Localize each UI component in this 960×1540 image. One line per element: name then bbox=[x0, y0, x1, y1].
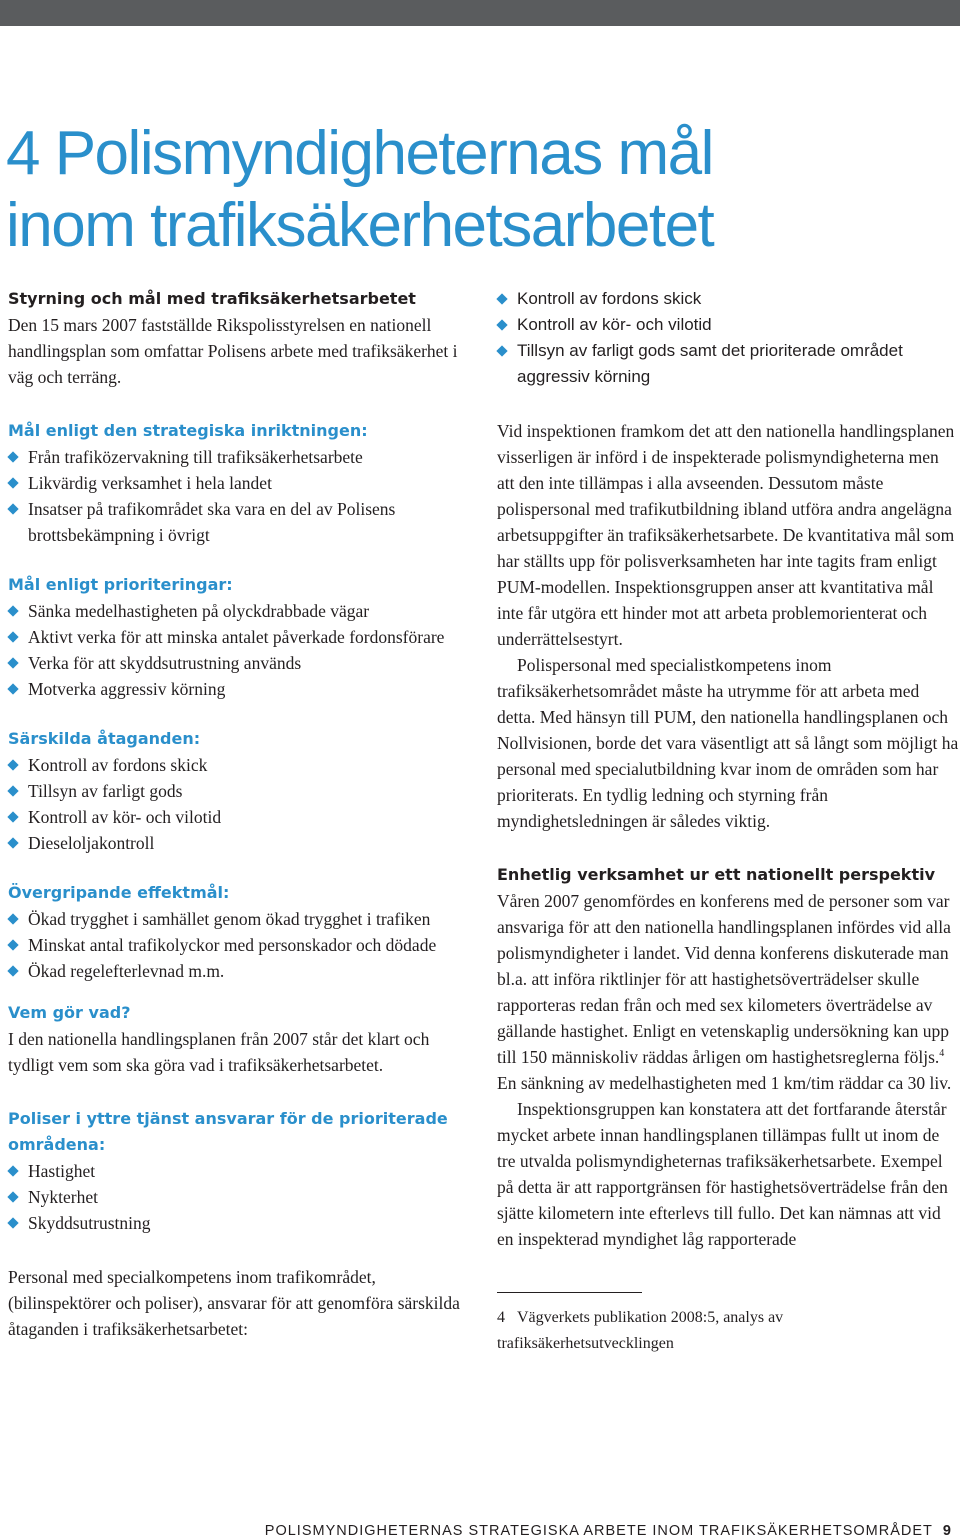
who-heading: Vem gör vad? bbox=[8, 1003, 131, 1022]
paragraph: Polispersonal med specialistkompetens inom trafiksäkerhetsområdet måste ha utrymme för att arbeta med detta. Med hänsyn till PUM, den nationella handlingsplanen och Nollvisionen, borde det vara väsentligt att så långt som möjligt ha personal med specialutbildning kvar inom de områden som har prioriterats. En tydlig ledning och styrning från myndighetsledningen är således viktig. bbox=[497, 655, 959, 831]
running-head: POLISMYNDIGHETERNAS STRATEGISKA ARBETE INOM TRAFIKSÄKERHETSOMRÅDET bbox=[264, 1523, 933, 1539]
intro-heading: Styrning och mål med trafiksäkerhetsarbetet bbox=[8, 289, 416, 308]
list-item: Från trafiközervakning till trafiksäkerhetsarbete bbox=[8, 444, 470, 470]
section-heading: Enhetlig verksamhet ur ett nationellt perspektiv bbox=[497, 865, 936, 884]
commitments-heading: Särskilda åtaganden: bbox=[8, 729, 201, 748]
list-item: Aktivt verka för att minska antalet påverkade fordonsförare bbox=[8, 624, 470, 650]
diamond-bullet-icon bbox=[7, 811, 18, 822]
list-item: Kontroll av kör- och vilotid bbox=[497, 312, 960, 338]
right-column bbox=[497, 286, 960, 1357]
top-bar bbox=[0, 0, 960, 26]
paragraph: Inspektionsgruppen kan konstatera att det fortfarande återstår mycket arbete innan handlingsplanen tillämpas fullt ut inom de tre utvalda polismyndigheternas trafiksäkerhetsarbete. Exempel på detta är att rapportgränsen för hastighetsöverträdelse från den sjätte kilometern inte efterlevs till fullo. Det kan nämnas att vid en inspekterad myndighet låg rapporterade bbox=[497, 1099, 948, 1249]
diamond-bullet-icon bbox=[7, 631, 18, 642]
list-item: Motverka aggressiv körning bbox=[8, 676, 470, 702]
commitments-list bbox=[8, 752, 470, 856]
diamond-bullet-icon bbox=[7, 1165, 18, 1176]
effect-goals-heading: Övergripande effektmål: bbox=[8, 883, 230, 902]
diamond-bullet-icon bbox=[7, 1217, 18, 1228]
paragraph: Vid inspektionen framkom det att den nationella handlingsplanen visserligen är införd i de inspekterade polismyndigheterna men att den inte tillämpas i alla avseenden. Dessutom måste polispersonal med trafikutbildning ibland utföra andra angelägna arbetsuppgifter än trafiksäkerhetsarbete. De kvantitativa mål som har ställts upp för polisverksamheten har inte tagits fram enligt PUM-modellen. Inspektionsgruppen anser att kvantitativa mål inte får utgöra ett hinder mot att arbeta problemorienterat och underrättelsestyrt. bbox=[497, 421, 955, 649]
footnote-divider bbox=[497, 1292, 642, 1293]
chapter-title-line-1: 4 Polismyndigheternas mål bbox=[6, 119, 713, 188]
list-item: Tillsyn av farligt gods samt det prioriterade området aggressiv körning bbox=[497, 338, 960, 390]
list-item: Minskat antal trafikolyckor med personskador och dödade bbox=[8, 932, 470, 958]
personnel-text: Personal med specialkompetens inom trafikområdet, (bilinspektörer och poliser), ansvarar för att genomföra särskilda åtaganden i trafiksäkerhetsarbetet: bbox=[8, 1267, 460, 1339]
left-column bbox=[8, 286, 470, 1342]
footnote bbox=[497, 1305, 960, 1357]
intro-text: Den 15 mars 2007 fastställde Rikspolisstyrelsen en nationell handlingsplan som omfattar Polisens arbete med trafiksäkerhet i väg och terräng. bbox=[8, 315, 458, 387]
list-item: Dieseloljakontroll bbox=[8, 830, 470, 856]
special-commitments-list bbox=[497, 286, 960, 390]
footnote-reference[interactable]: 4 bbox=[939, 1048, 945, 1060]
police-areas-heading: Poliser i yttre tjänst ansvarar för de prioriterade områdena: bbox=[8, 1109, 448, 1154]
who-text: I den nationella handlingsplanen från 2007 står det klart och tydligt vem som ska göra vad i trafiksäkerhetsarbetet. bbox=[8, 1029, 430, 1075]
diamond-bullet-icon bbox=[7, 965, 18, 976]
diamond-bullet-icon bbox=[7, 503, 18, 514]
list-item: Skyddsutrustning bbox=[8, 1210, 470, 1236]
page-footer bbox=[265, 1523, 952, 1539]
footnote-text: Vägverkets publikation 2008:5, analys av trafiksäkerhetsutvecklingen bbox=[497, 1309, 784, 1352]
list-item: Verka för att skyddsutrustning används bbox=[8, 650, 470, 676]
diamond-bullet-icon bbox=[7, 837, 18, 848]
list-item: Likvärdig verksamhet i hela landet bbox=[8, 470, 470, 496]
effect-goals-list bbox=[8, 906, 470, 984]
priorities-list bbox=[8, 598, 470, 702]
list-item: Insatser på trafikområdet ska vara en del av Polisens brottsbekämpning i övrigt bbox=[8, 496, 470, 548]
diamond-bullet-icon bbox=[7, 1191, 18, 1202]
footnote-number: 4 bbox=[497, 1309, 505, 1326]
strategic-heading: Mål enligt den strategiska inriktningen: bbox=[8, 421, 368, 440]
priorities-heading: Mål enligt prioriteringar: bbox=[8, 575, 233, 594]
list-item: Tillsyn av farligt gods bbox=[8, 778, 470, 804]
list-item: Kontroll av fordons skick bbox=[8, 752, 470, 778]
diamond-bullet-icon bbox=[7, 759, 18, 770]
list-item: Nykterhet bbox=[8, 1184, 470, 1210]
list-item: Hastighet bbox=[8, 1158, 470, 1184]
diamond-bullet-icon bbox=[7, 657, 18, 668]
list-item: Ökad regelefterlevnad m.m. bbox=[8, 958, 470, 984]
chapter-title bbox=[6, 118, 906, 262]
diamond-bullet-icon bbox=[496, 319, 507, 330]
list-item: Sänka medelhastigheten på olyckdrabbade vägar bbox=[8, 598, 470, 624]
diamond-bullet-icon bbox=[7, 785, 18, 796]
paragraph: Våren 2007 genomfördes en konferens med de personer som var ansvariga för att den nationella handlingsplanen infördes vid alla polismyndigheter i landet. Vid denna konferens diskuterade man bl.a. att införa riktlinjer för att hastighetsöverträdelser skulle rapporteras redan från och med sex kilometers överträdelse av gällande hastighet. Enligt en vetenskaplig undersökning kan upp till 150 människoliv räddas årligen om hastighetsreglerna följs.$^4$ En sänkning av medelhastigheten med 1 km/tim räddar ca 30 liv. bbox=[497, 891, 952, 1093]
list-item: Kontroll av fordons skick bbox=[497, 286, 960, 312]
diamond-bullet-icon bbox=[496, 345, 507, 356]
diamond-bullet-icon bbox=[7, 451, 18, 462]
police-areas-list bbox=[8, 1158, 470, 1236]
diamond-bullet-icon bbox=[7, 939, 18, 950]
diamond-bullet-icon bbox=[7, 605, 18, 616]
diamond-bullet-icon bbox=[7, 913, 18, 924]
diamond-bullet-icon bbox=[7, 683, 18, 694]
list-item: Kontroll av kör- och vilotid bbox=[8, 804, 470, 830]
diamond-bullet-icon bbox=[496, 293, 507, 304]
strategic-list bbox=[8, 444, 470, 548]
chapter-title-line-2: inom trafiksäkerhetsarbetet bbox=[6, 191, 714, 260]
page-number: 9 bbox=[942, 1523, 952, 1539]
list-item: Ökad trygghet i samhället genom ökad trygghet i trafiken bbox=[8, 906, 470, 932]
diamond-bullet-icon bbox=[7, 477, 18, 488]
